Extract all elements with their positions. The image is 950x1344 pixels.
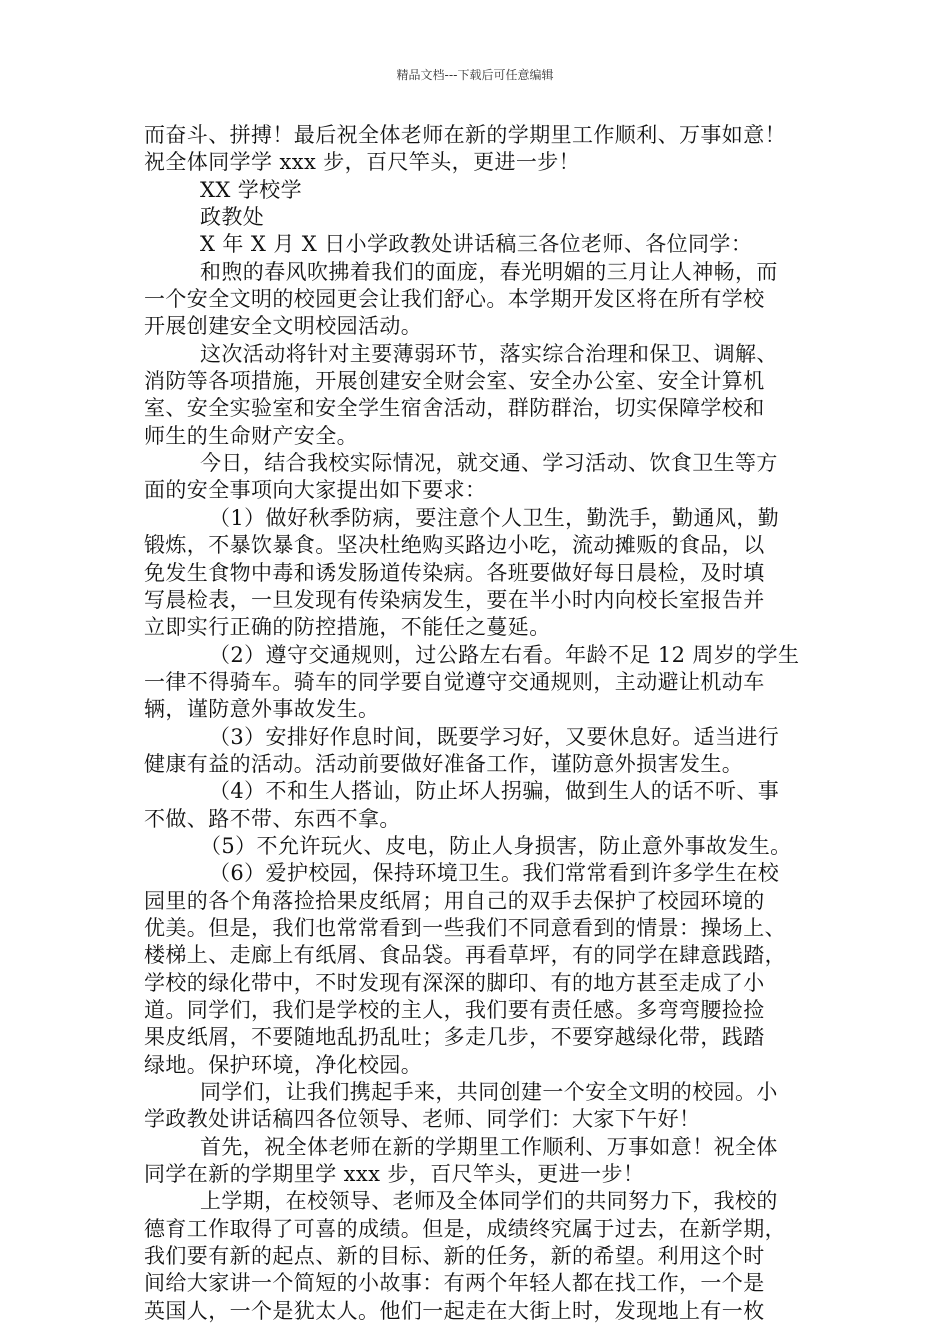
text-line: 立即实行正确的防控措施，不能任之蔓延。 xyxy=(144,615,551,640)
text-line: X 年 X 月 X 日小学政教处讲话稿三各位老师、各位同学： xyxy=(200,232,753,257)
text-line: （5）不允许玩火、皮电，防止人身损害，防止意外事故发生。 xyxy=(200,833,792,858)
text-line: 首先，祝全体老师在新的学期里工作顺利、万事如意！祝全体 xyxy=(200,1134,778,1159)
text-line: 果皮纸屑，不要随地乱扔乱吐；多走几步，不要穿越绿化带，践踏 xyxy=(144,1025,765,1050)
text-line: 室、安全实验室和安全学生宿舍活动，群防群治，切实保障学校和 xyxy=(144,396,765,421)
text-line: （4）不和生人搭讪，防止坏人拐骗，做到生人的话不听、事 xyxy=(209,779,780,804)
text-line: 德育工作取得了可喜的成绩。但是，成绩终究属于过去，在新学期， xyxy=(144,1216,786,1241)
page-header: 精品文档---下载后可任意编辑 xyxy=(396,68,554,82)
text-line: 健康有益的活动。活动前要做好准备工作，谨防意外损害发生。 xyxy=(144,751,744,776)
text-line: 免发生食物中毒和诱发肠道传染病。各班要做好每日晨检，及时填 xyxy=(144,560,765,585)
text-line: 学校的绿化带中，不时发现有深深的脚印、有的地方甚至走成了小 xyxy=(144,970,765,995)
text-line: 祝全体同学学 xxx 步，百尺竿头，更进一步！ xyxy=(144,150,581,175)
text-line: 间给大家讲一个简短的小故事：有两个年轻人都在找工作，一个是 xyxy=(144,1271,765,1296)
text-line: 学政教处讲话稿四各位领导、老师、同学们：大家下午好！ xyxy=(144,1107,701,1132)
text-line: 和煦的春风吹拂着我们的面庞，春光明媚的三月让人神畅，而 xyxy=(200,259,778,284)
text-line: （1）做好秋季防病，要注意个人卫生，勤洗手，勤通风，勤 xyxy=(209,505,780,530)
text-line: 锻炼，不暴饮暴食。坚决杜绝购买路边小吃，流动摊贩的食品，以 xyxy=(144,533,765,558)
text-line: 辆，谨防意外事故发生。 xyxy=(144,697,380,722)
text-line: 楼梯上、走廊上有纸屑、食品袋。再看草坪，有的同学在肆意践踏， xyxy=(144,943,786,968)
text-line: 英国人，一个是犹太人。他们一起走在大街上时，发现地上有一枚 xyxy=(144,1298,765,1323)
text-line: 绿地。保护环境，净化校园。 xyxy=(144,1052,423,1077)
text-line: 道。同学们，我们是学校的主人，我们要有责任感。多弯弯腰捡捡 xyxy=(144,998,765,1022)
text-line: 消防等各项措施，开展创建安全财会室、安全办公室、安全计算机 xyxy=(144,369,765,394)
text-line: 一个安全文明的校园更会让我们舒心。本学期开发区将在所有学校 xyxy=(144,287,765,312)
text-line: 面的安全事项向大家提出如下要求： xyxy=(144,478,487,503)
text-line: 一律不得骑车。骑车的同学要自觉遵守交通规则，主动避让机动车 xyxy=(144,669,765,694)
text-line: 不做、路不带、东西不拿。 xyxy=(144,806,401,831)
text-line: 优美。但是，我们也常常看到一些我们不同意看到的情景：操场上、 xyxy=(144,915,786,940)
text-line: 同学们，让我们携起手来，共同创建一个安全文明的校园。小 xyxy=(200,1080,778,1105)
text-line: 今日，结合我校实际情况，就交通、学习活动、饮食卫生等方 xyxy=(200,451,778,476)
text-line: 政教处 xyxy=(200,205,265,230)
text-line: 而奋斗、拼搏！最后祝全体老师在新的学期里工作顺利、万事如意！ xyxy=(144,123,786,147)
text-line: 我们要有新的起点、新的目标、新的任务，新的希望。利用这个时 xyxy=(144,1244,765,1269)
text-line: XX 学校学 xyxy=(200,177,302,202)
text-line: 园里的各个角落捡拾果皮纸屑；用自己的双手去保护了校园环境的 xyxy=(144,888,765,913)
text-line: 这次活动将针对主要薄弱环节，落实综合治理和保卫、调解、 xyxy=(200,341,778,366)
text-line: （6）爱护校园，保持环境卫生。我们常常看到许多学生在校 xyxy=(209,861,780,886)
text-line: 上学期，在校领导、老师及全体同学们的共同努力下，我校的 xyxy=(200,1189,778,1214)
text-line: （2）遵守交通规则，过公路左右看。年龄不足 12 周岁的学生 xyxy=(209,642,800,667)
text-line: （3）安排好作息时间，既要学习好，又要休息好。适当进行 xyxy=(209,724,780,749)
text-line: 同学在新的学期里学 xxx 步，百尺竿头，更进一步！ xyxy=(144,1162,645,1187)
text-line: 开展创建安全文明校园活动。 xyxy=(144,314,423,339)
document-body xyxy=(144,122,809,1325)
text-line: 师生的生命财产安全。 xyxy=(144,423,358,448)
text-line: 写晨检表，一旦发现有传染病发生，要在半小时内向校长室报告并 xyxy=(144,587,765,612)
